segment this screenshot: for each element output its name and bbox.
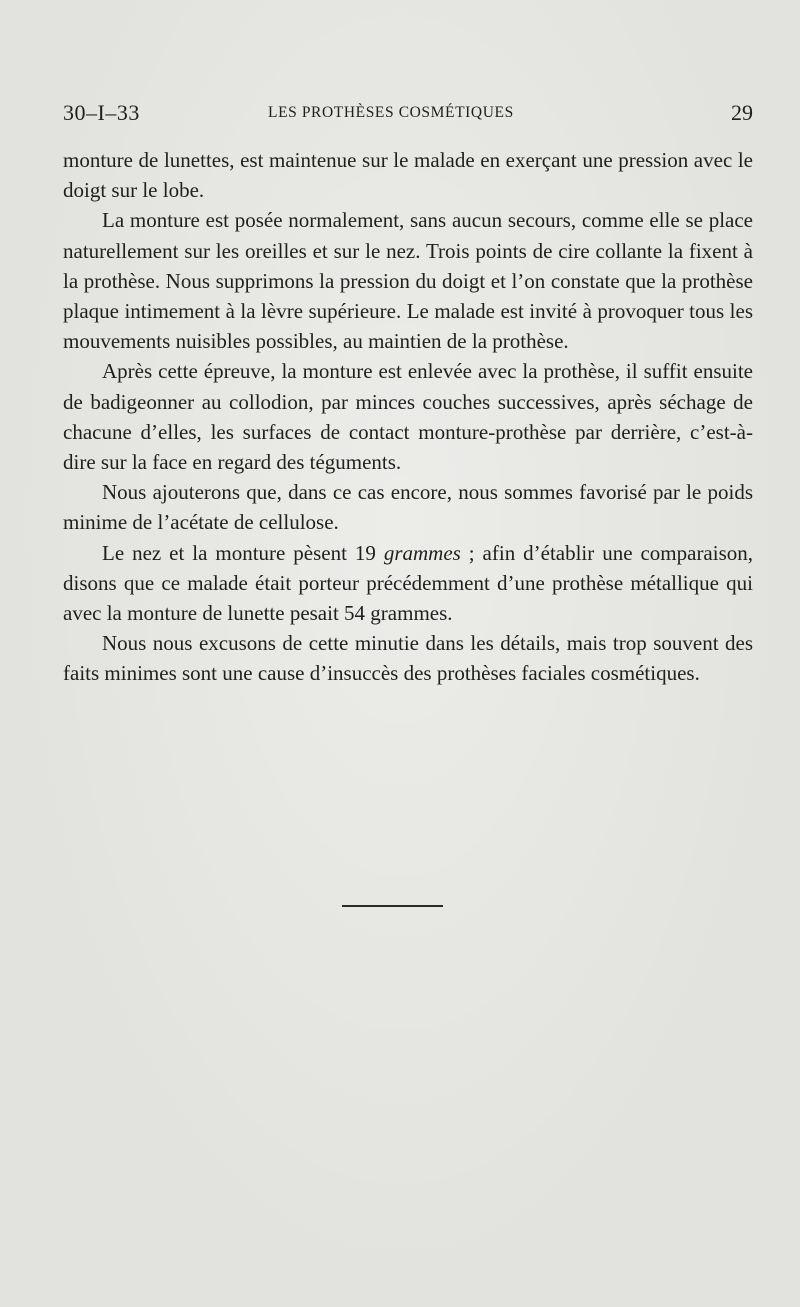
italic-text: grammes bbox=[383, 540, 461, 565]
paragraph-text: ; afin d’établir une comparaison, disons que ce malade était porteur précédemment d’une prothèse métallique qui avec la monture de lunette pesait 54 grammes. bbox=[63, 540, 754, 626]
section-end-rule bbox=[342, 905, 443, 907]
paragraph bbox=[63, 628, 753, 688]
paragraph-text: monture de lunettes, est maintenue sur le malade en exerçant une pression avec le doigt sur le lobe. bbox=[63, 148, 753, 203]
paragraph bbox=[63, 477, 753, 537]
page-number: 29 bbox=[731, 100, 753, 125]
paragraph-text: Nous nous excusons de cette minutie dans les détails, mais trop souvent des faits minimes sont une cause d’insuccès des prothèses faciales cosmétiques. bbox=[63, 631, 753, 686]
paragraph-text: Nous ajouterons que, dans ce cas encore, nous sommes favorisé par le poids minime de l’acétate de cellulose. bbox=[63, 480, 753, 535]
paragraph bbox=[63, 356, 753, 477]
header-reference: 30–I–33 bbox=[63, 100, 140, 125]
running-header bbox=[63, 98, 753, 128]
body-text bbox=[63, 145, 753, 689]
running-title: LES PROTHÈSES COSMÉTIQUES bbox=[268, 104, 514, 121]
paragraph-text: Après cette épreuve, la monture est enlevée avec la prothèse, il suffit ensuite de badigeonner au collodion, par minces couches successives, après séchage de chacune d’elles, les surfaces de contact monture-prothèse par derrière, c’est-à-dire sur la face en regard des téguments. bbox=[63, 359, 753, 475]
paragraph bbox=[63, 145, 753, 205]
paragraph-text: Le nez et la monture pèsent 19 bbox=[102, 540, 384, 565]
paragraph bbox=[63, 538, 753, 629]
paragraph-text: La monture est posée normalement, sans aucun secours, comme elle se place naturellement sur les oreilles et sur le nez. Trois points de cire collante la fixent à la prothèse. Nous supprimons la pression du doigt et l’on constate que la prothèse plaque intimement à la lèvre supérieure. Le malade est invité à provoquer tous les mouvements nuisibles possibles, au maintien de la prothèse. bbox=[63, 208, 753, 354]
paragraph bbox=[63, 205, 753, 356]
